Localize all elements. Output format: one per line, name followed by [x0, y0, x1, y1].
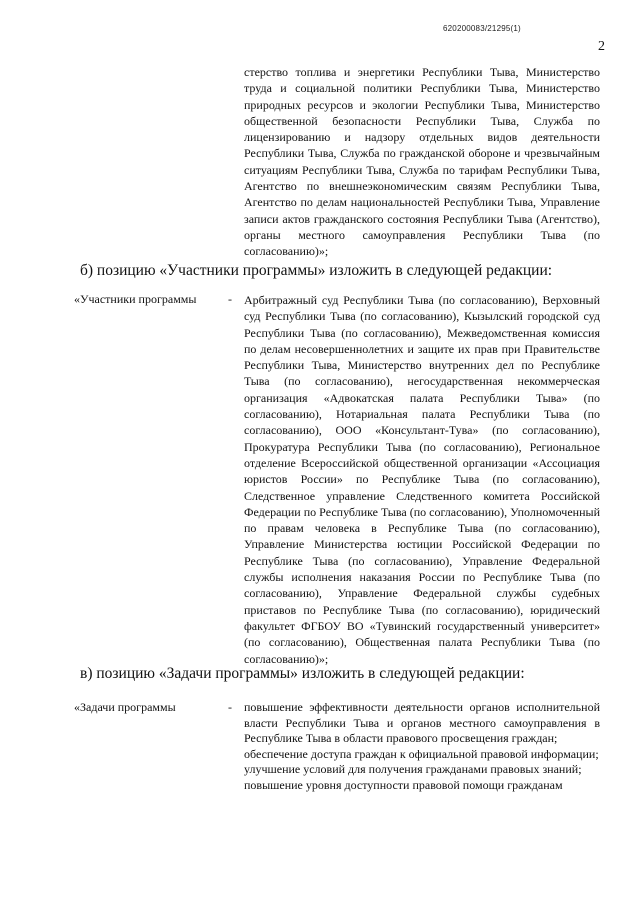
page-number: 2	[598, 39, 605, 54]
section-v-heading: в) позицию «Задачи программы» изложить в следующей редакции:	[80, 665, 525, 682]
participants-dash: -	[228, 292, 232, 306]
tasks-list	[244, 700, 600, 794]
section-b-heading: б) позицию «Участники программы» изложить в следующей редакции:	[80, 262, 553, 279]
document-id: 620200083/21295(1)	[443, 24, 521, 33]
task-item: повышение эффективности деятельности органов исполнительной власти Республики Тыва и органов местного самоуправления в Республике Тыва в области правового просвещения граждан;	[244, 700, 600, 746]
task-item: улучшение условий для получения гражданами правовых знаний;	[244, 762, 582, 777]
task-item: повышение уровня доступности правовой помощи гражданам	[244, 777, 563, 792]
task-item: обеспечение доступа граждан к официальной правовой информации;	[244, 746, 599, 761]
participants-text: Арбитражный суд Республики Тыва (по согласованию), Верховный суд Республики Тыва (по согласованию), Кызылский городской суд Республики Тыва (по согласованию), Межведомственная комиссия по делам несовершеннолетних и защите их прав при Правительстве Республики Тыва, Министерство внутренних дел по Республике Тыва (по согласованию), негосударственная некоммерческая организация «Адвокатская палата Республики Тыва» (по согласованию), Нотариальная палата Республики Тыва (по согласованию), ООО «Консультант-Тува» (по согласованию), Прокуратура Республики Тыва (по согласованию), Региональное отделение Всероссийской общественной организации «Ассоциация юристов России» по Республике Тыва (по согласованию), Следственное управление Следственного комитета Российской Федерации по Республике Тыва (по согласованию), Уполномоченный по правам человека в Республике Тыва (по согласованию), Управление Министерства юстиции Российской Федерации по Республике Тыва (по согласованию), Управление Федеральной службы исполнения наказания России по Республике Тыва (по согласованию), Управление Федеральной службы судебных приставов по Республике Тыва (по согласованию), юридический факультет ФГБОУ ВО «Тувинский государственный университет» (по согласованию), Общественная палата Республики Тыва (по согласованию)»;	[244, 293, 600, 666]
tasks-dash: -	[228, 700, 232, 714]
participants-label: «Участники программы	[74, 292, 197, 306]
tasks-label: «Задачи программы	[74, 700, 176, 714]
continuation-paragraph: стерство топлива и энергетики Республики Тыва, Министерство труда и социальной политики Республики Тыва, Министерство природных ресурсов и экологии Республики Тыва, Министерство общественной безопасности Республики Тыва, Служба по лицензированию и надзору отдельных видов деятельности Республики Тыва, Служба по гражданской обороне и чрезвычайным ситуациям Республики Тыва, Служба по тарифам Республики Тыва, Агентство по внешнеэкономическим связям Республики Тыва, Агентство по делам национальностей Республики Тыва, Управление записи актов гражданского состояния Республики Тыва (Агентство), органы местного самоуправления Республики Тыва (по согласованию)»;	[244, 65, 600, 259]
